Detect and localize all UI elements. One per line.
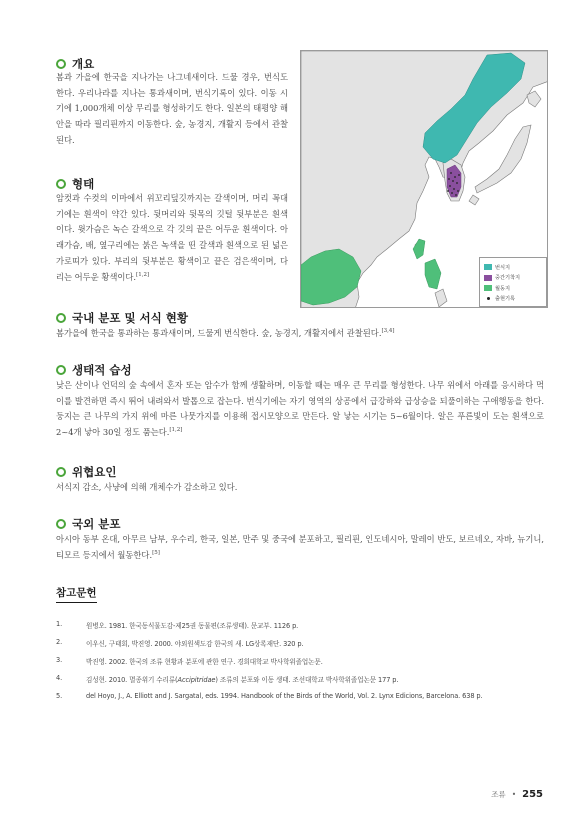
reference-text	[86, 674, 398, 684]
overseas-text	[56, 532, 544, 563]
breeding-swatch-icon	[484, 264, 492, 270]
reference-item	[56, 674, 546, 684]
reference-text	[86, 656, 323, 666]
wintering-swatch-icon	[484, 285, 492, 291]
reference-item	[56, 692, 546, 700]
section-title: 위협요인	[72, 465, 117, 479]
citation: [1,2]	[169, 427, 183, 434]
section-bullet-icon	[56, 519, 66, 529]
passage-range	[447, 165, 461, 197]
ecology-text	[56, 378, 544, 441]
section-bullet-icon	[56, 313, 66, 323]
distribution-map	[300, 50, 548, 308]
reference-text-part: ) 조류의 분포와 이동 생태. 조선대학교 박사학위졸업논문 177 p.	[215, 676, 399, 684]
ecology-body: 낮은 산이나 언덕의 숲 속에서 혼자 또는 암수가 함께 생활하며, 이동할 때는 매우 큰 무리를 형성한다. 나무 위에서 아래를 응시하다 먹이를 발견하면 즉시 뛰어 내려와서 발톱으로 잡는다. 번식기에는 자기 영역의 상공에서 급강하와 급상승을 되풀이하는 구애행동을 한다. 둥지는 큰 나무의 가지 위에 마른 나뭇가지를 이용해 접시모양으로 만든다. 알 낳는 시기는 5~6월이다. 알은 푸른빛이 도는 흰색으로 2~4개 낳아 30일 정도 품는다.	[56, 380, 544, 438]
reference-number: 4.	[56, 674, 63, 682]
reference-text-part: 김성현. 2010. 멸종위기 수리류(	[86, 676, 178, 684]
legend-item-wintering	[484, 283, 542, 294]
section-title: 개요	[72, 57, 95, 71]
reference-number: 3.	[56, 656, 63, 664]
reference-text	[86, 692, 483, 700]
section-heading-threats	[56, 464, 116, 480]
reference-text-part: 이우신, 구태회, 박진영. 2000. 야외원색도감 한국의 새. LG상록재단. 320 p.	[86, 640, 304, 648]
section-heading-domestic	[56, 310, 188, 326]
legend-item-breeding	[484, 262, 542, 273]
citation: [3,4]	[381, 328, 395, 335]
page-footer	[491, 789, 543, 800]
legend-item-records	[484, 294, 542, 305]
section-bullet-icon	[56, 59, 66, 69]
legend-label: 월동지	[495, 285, 511, 292]
stopover-swatch-icon	[484, 275, 492, 281]
page-number: 255	[522, 789, 543, 800]
reference-number: 2.	[56, 638, 63, 646]
domestic-text	[56, 326, 544, 342]
footer-section-label: 조류	[491, 790, 506, 799]
reference-number: 5.	[56, 692, 63, 700]
threats-text: 서식지 감소, 사냥에 의해 개체수가 감소하고 있다.	[56, 482, 238, 492]
reference-italic-taxon: Accipitridae	[177, 676, 216, 684]
map-legend	[479, 257, 547, 307]
record-dot-icon	[484, 296, 492, 302]
overseas-body: 아시아 동부 온대, 아무르 남부, 우수리, 한국, 일본, 만주 및 중국에 분포하고, 필리핀, 인도네시아, 말레이 반도, 보르네오, 자바, 뉴기니, 티모르 등지에서 월동한다.	[56, 534, 544, 560]
form-body: 암컷과 수컷의 이마에서 위꼬리덮깃까지는 갈색이며, 머리 꼭대기에는 흰색이 약간 있다. 뒷머리와 뒷목의 깃털 뒷부분은 흰색이다. 윗가슴은 녹슨 갈색으로 각 깃의 끝은 어두운 흰색이다. 아래가슴, 배, 옆구리에는 붉은 녹색을 띤 갈색과 흰색으로 된 넓은 가로띠가 있다. 부리의 뒷부분은 황색이고 끝은 검은색이며, 다리는 어두운 황색이다.	[56, 193, 288, 282]
section-title: 국내 분포 및 서식 현황	[72, 311, 188, 325]
form-text	[56, 191, 288, 285]
section-heading-overseas	[56, 516, 120, 532]
reference-number: 1.	[56, 620, 63, 628]
reference-item	[56, 620, 546, 630]
reference-item	[56, 656, 546, 666]
section-bullet-icon	[56, 365, 66, 375]
legend-label: 번식지	[495, 264, 511, 271]
section-heading-form	[56, 176, 94, 192]
reference-text-part: 박진영. 2002. 한국의 조류 현황과 분포에 관한 연구. 경희대학교 박사학위졸업논문.	[86, 658, 323, 666]
footer-separator: •	[511, 790, 517, 799]
reference-text-part: 원병오. 1981. 한국동식물도감-제25권 동물편(조류생태). 문교부. 1126 p.	[86, 622, 299, 630]
legend-label: 출현기록	[495, 296, 516, 303]
references-title: 참고문헌	[56, 585, 97, 603]
citation: [1,2]	[136, 271, 150, 278]
section-title: 생태적 습성	[72, 363, 132, 377]
section-bullet-icon	[56, 467, 66, 477]
section-bullet-icon	[56, 179, 66, 189]
reference-text-part: del Hoyo, J., A. Elliott and J. Sargatal, eds. 1994. Handbook of the Birds of the World, Vol. 2. Lynx Edicions, Barcelona. 638 p.	[86, 692, 483, 700]
legend-item-stopover	[484, 273, 542, 284]
reference-item	[56, 638, 546, 648]
citation: [5]	[152, 549, 160, 556]
reference-text	[86, 638, 303, 648]
domestic-body: 봄가을에 한국을 통과하는 통과새이며, 드물게 번식한다. 숲, 농경지, 개활지에서 관찰된다.	[56, 328, 382, 338]
section-title: 형태	[72, 177, 95, 191]
section-heading-ecology	[56, 362, 132, 378]
reference-text	[86, 620, 298, 630]
section-title: 국외 분포	[72, 517, 121, 531]
legend-label: 중간기착지	[495, 275, 521, 282]
overview-text: 봄과 가을에 한국을 지나가는 나그네새이다. 드물 경우, 번식도 한다. 우리나라를 지나는 통과새이며, 번식기록이 있다. 이동 시기에 1,000개체 이상 무리를 형성하기도 한다. 일본의 태평양 해안을 따라 필리핀까지 이동한다. 숲, 농경지, 개활지 등에서 관찰된다.	[56, 72, 288, 145]
